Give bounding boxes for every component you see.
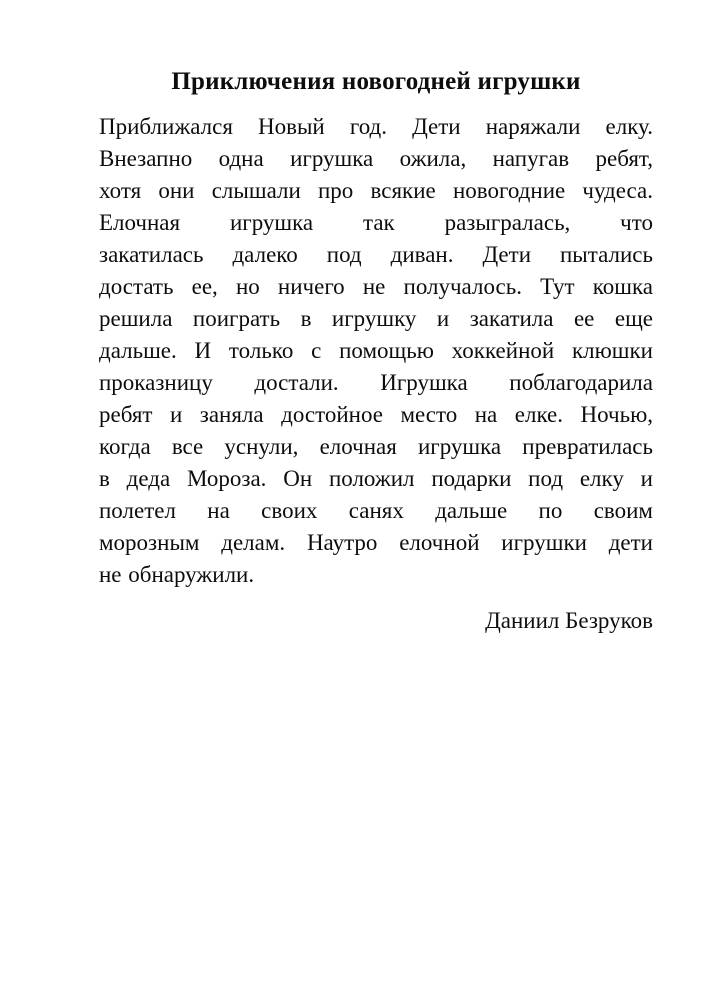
story-title: Приключения новогодней игрушки bbox=[171, 68, 581, 95]
story-line: закатилась далеко под диван. Дети пытались bbox=[99, 242, 653, 267]
story-body bbox=[99, 111, 653, 591]
story-line: полетел на своих санях дальше по своим bbox=[99, 498, 653, 523]
story-line: Приближался Новый год. Дети наряжали елку. bbox=[99, 114, 653, 139]
story-line: достать ее, но ничего не получалось. Тут кошка bbox=[99, 274, 653, 299]
story-line: морозным делам. Наутро елочной игрушки дети bbox=[99, 530, 653, 555]
story-line: решила поиграть в игрушку и закатила ее еще bbox=[99, 306, 653, 331]
story-line: проказницу достали. Игрушка поблагодарила bbox=[99, 370, 653, 395]
story-line: не обнаружили. bbox=[99, 562, 255, 587]
story-line: дальше. И только с помощью хоккейной клюшки bbox=[99, 338, 653, 363]
story-line: Елочная игрушка так разыгралась, что bbox=[99, 210, 653, 235]
story-line: когда все уснули, елочная игрушка превратилась bbox=[99, 434, 653, 459]
story-line: Внезапно одна игрушка ожила, напугав ребят, bbox=[99, 146, 653, 171]
story-line: в деда Мороза. Он положил подарки под елку и bbox=[99, 466, 653, 491]
document-content bbox=[99, 66, 653, 637]
author-name: Даниил Безруков bbox=[485, 608, 653, 633]
story-line: хотя они слышали про всякие новогодние чудеса. bbox=[99, 178, 653, 203]
story-line: ребят и заняла достойное место на елке. Ночью, bbox=[99, 402, 653, 427]
